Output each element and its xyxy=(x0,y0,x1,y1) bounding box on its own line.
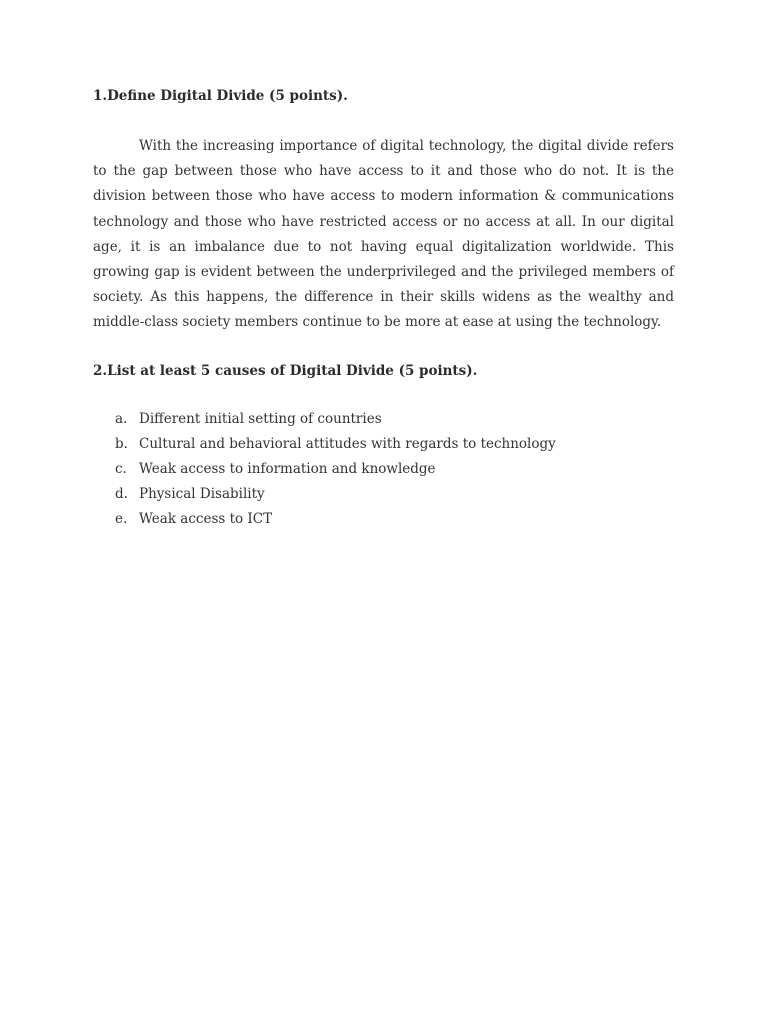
question-2-heading: 2.List at least 5 causes of Digital Divide (5 points). xyxy=(93,362,478,379)
list-item xyxy=(93,432,674,457)
list-item xyxy=(93,457,674,482)
list-item-text: Physical Disability xyxy=(139,485,265,502)
document-body xyxy=(93,86,674,532)
question-1-heading: 1.Define Digital Divide (5 points). xyxy=(93,88,348,104)
question-1-answer: With the increasing importance of digital technology, the digital divide refers to the gap between those who have access to it and those who do not. It is the division between those who have access to modern information & communications technology and those who have restricted access or no access at all. In our digital age, it is an imbalance due to not having equal digitalization worldwide. This growing gap is evident between the underprivileged and the privileged members of society. As this happens, the difference in their skills widens as the wealthy and middle-class society members continue to be more at ease at using the technology. xyxy=(93,138,674,331)
causes-list xyxy=(93,407,674,532)
list-marker: b. xyxy=(115,435,128,452)
list-item-text: Weak access to information and knowledge xyxy=(139,460,436,477)
list-item xyxy=(93,482,674,507)
list-marker: e. xyxy=(115,510,128,527)
list-item-text: Cultural and behavioral attitudes with regards to technology xyxy=(139,435,556,452)
list-marker: c. xyxy=(115,460,127,477)
list-marker: d. xyxy=(115,485,128,502)
list-item-text: Different initial setting of countries xyxy=(139,410,382,427)
list-marker: a. xyxy=(115,410,128,427)
list-item xyxy=(93,507,674,532)
list-item-text: Weak access to ICT xyxy=(139,510,273,527)
list-item xyxy=(93,407,674,432)
